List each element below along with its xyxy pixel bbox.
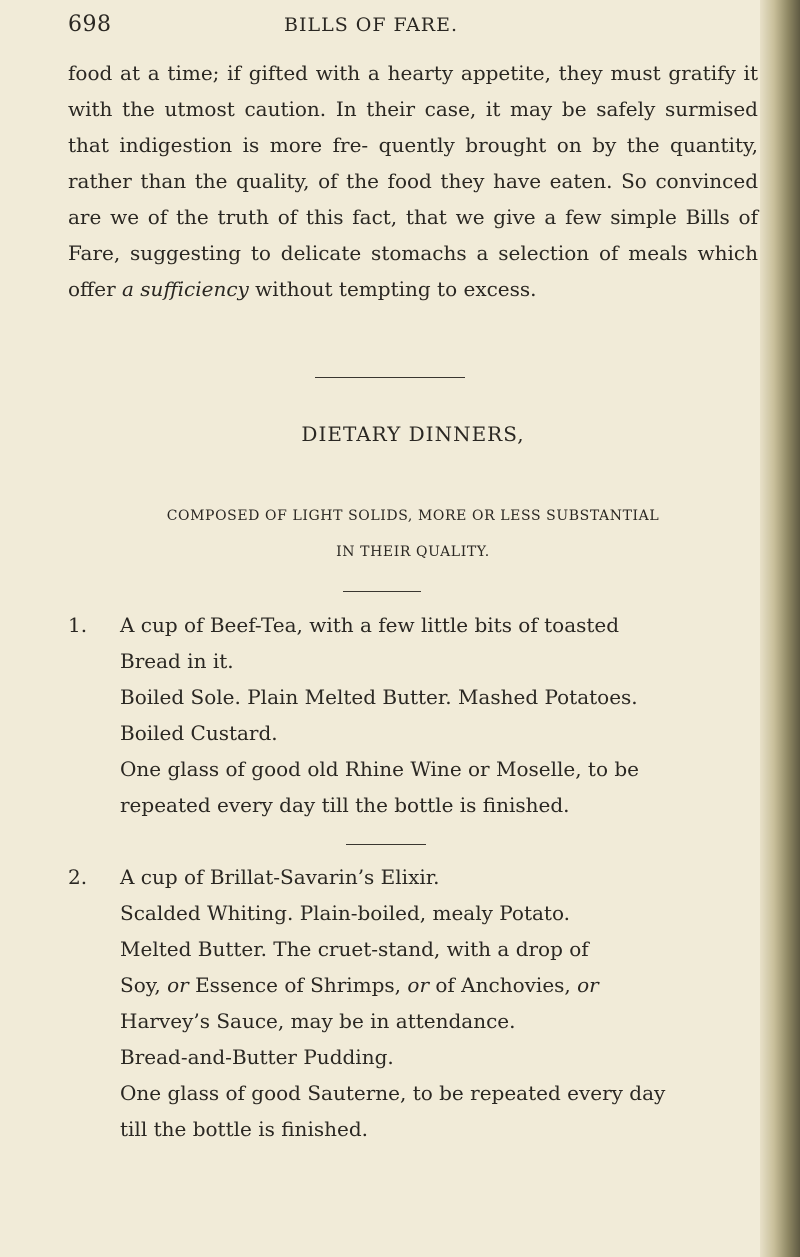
menu-text-italic: or: [407, 973, 430, 997]
menu-text-italic: or: [577, 973, 599, 997]
menu-line: A cup of Brillat-Savarin’s Elixir.: [120, 865, 440, 889]
menu-number: 1.: [68, 613, 88, 637]
intro-paragraph: [68, 55, 758, 307]
divider-rule: [343, 591, 421, 592]
subtitle-line-1: COMPOSED OF LIGHT SOLIDS, MORE OR LESS SUBSTANTIAL: [166, 508, 660, 524]
page-header: [68, 8, 758, 42]
menu-line: A cup of Beef-Tea, with a few little bits of toasted: [120, 613, 620, 637]
section-subtitle: [68, 498, 758, 570]
menu-number: 2.: [68, 865, 88, 889]
section-title: DIETARY DINNERS,: [301, 422, 525, 446]
intro-text-1: food at a time; if gifted with a hearty appetite, they must gratify it with the utmost caution. In their case, it may be safely surmised that indigestion is more fre- quently brought on by the quantity, rather than the quality, of the food they have eaten. So convinced are we of the truth of this fact, that we give a few simple Bills of Fare, suggesting to delicate stomachs a selection of meals which offer: [68, 61, 758, 301]
page-edge: [760, 0, 800, 1257]
menu-line: Bread in it.: [120, 649, 234, 673]
intro-text-2: without tempting to excess.: [248, 277, 537, 301]
menu-text: of Anchovies,: [429, 973, 578, 997]
menu-line: One glass of good Sauterne, to be repeated every day: [120, 1081, 666, 1105]
menu-line: Boiled Sole. Plain Melted Butter. Mashed Potatoes.: [120, 685, 638, 709]
divider-rule: [346, 844, 426, 845]
menu-text-italic: or: [167, 973, 189, 997]
menu-line: Harvey’s Sauce, may be in attendance.: [120, 1009, 516, 1033]
menu-line: Bread-and-Butter Pudding.: [120, 1045, 394, 1069]
menu-1: [68, 607, 758, 823]
menu-2: [68, 859, 758, 1147]
menu-line: till the bottle is finished.: [120, 1117, 368, 1141]
menu-line: One glass of good old Rhine Wine or Moselle, to be: [120, 757, 640, 781]
menu-line: Boiled Custard.: [120, 721, 278, 745]
intro-emphasis: a sufficiency: [122, 277, 249, 301]
menu-text: Essence of Shrimps,: [188, 973, 408, 997]
divider-rule: [315, 377, 465, 378]
menu-line: repeated every day till the bottle is finished.: [120, 793, 570, 817]
page-number: 698: [68, 12, 112, 37]
menu-line: Melted Butter. The cruet-stand, with a drop of: [120, 937, 589, 961]
menu-line: [120, 967, 758, 1003]
running-title: BILLS OF FARE.: [284, 14, 459, 36]
menu-line: Scalded Whiting. Plain-boiled, mealy Potato.: [120, 901, 570, 925]
subtitle-line-2: IN THEIR QUALITY.: [336, 544, 490, 560]
menu-text: Soy,: [120, 973, 168, 997]
